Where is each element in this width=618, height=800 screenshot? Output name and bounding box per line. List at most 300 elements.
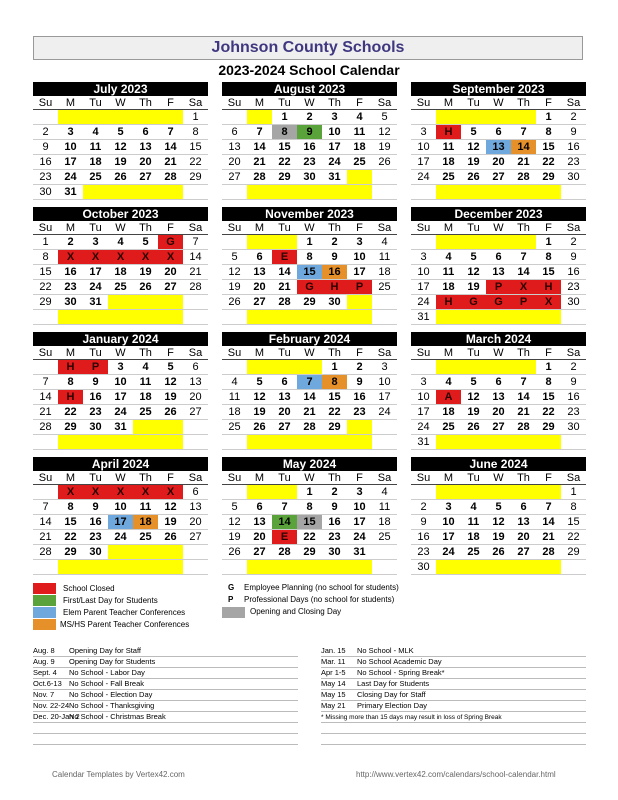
event-text: * Missing more than 15 days may result in loss of Spring Break [321,714,502,721]
weekday-header: W [486,471,511,485]
empty-cell [158,560,183,575]
event-row [33,723,298,734]
weekday-header: Su [222,96,247,110]
event-date: Aug. 8 [33,646,55,655]
day-cell: 13 [486,390,511,405]
empty-cell [272,185,297,200]
day-cell: 12 [486,515,511,530]
swatch-orange [33,619,56,630]
empty-cell [461,435,486,450]
day-cell: 26 [461,420,486,435]
empty-cell [486,110,511,125]
day-cell: 26 [247,420,272,435]
empty-cell [486,435,511,450]
event-row [33,734,298,745]
empty-cell [436,485,461,500]
day-cell: 13 [486,265,511,280]
day-cell: 21 [33,530,58,545]
weekday-header: M [436,96,461,110]
day-cell: 20 [183,390,208,405]
day-cell: 1 [322,360,347,375]
day-cell: 4 [347,110,372,125]
day-cell: 30 [83,420,108,435]
day-cell: 7 [33,500,58,515]
day-cell: 8 [33,250,58,265]
event-text: Primary Election Day [357,701,428,710]
day-cell: 19 [222,530,247,545]
day-cell: 14 [511,390,536,405]
weekday-header: Th [322,96,347,110]
day-cell: 30 [561,170,586,185]
day-cell: 17 [347,265,372,280]
day-cell: 26 [222,295,247,310]
day-cell: 16 [411,530,436,545]
day-cell: 3 [347,235,372,250]
event-text: No School Academic Day [357,657,442,666]
day-cell: 13 [247,265,272,280]
day-cell: 3 [411,375,436,390]
footer-right: http://www.vertex42.com/calendars/school-calendar.html [356,770,556,779]
empty-cell [247,235,272,250]
day-cell: 13 [133,140,158,155]
day-cell: 6 [183,485,208,500]
day-cell: 15 [297,265,322,280]
day-cell: 8 [536,125,561,140]
day-cell: 19 [486,530,511,545]
day-cell: 14 [33,515,58,530]
day-cell: 15 [33,265,58,280]
empty-cell [411,235,436,250]
weekday-header: M [247,346,272,360]
day-cell: P [486,280,511,295]
event-row [321,668,586,679]
weekday-header: Tu [461,471,486,485]
empty-cell [536,185,561,200]
day-cell: 17 [436,530,461,545]
day-cell: 17 [411,405,436,420]
empty-cell [511,485,536,500]
day-cell: 25 [372,280,397,295]
month-october-2023 [33,207,208,325]
empty-cell [561,185,586,200]
swatch-gray [222,607,245,618]
day-cell: 21 [511,405,536,420]
day-cell: 14 [272,515,297,530]
day-cell: 30 [297,170,322,185]
weekday-header: F [158,96,183,110]
day-cell: X [158,250,183,265]
empty-cell [411,185,436,200]
weekday-header: Su [411,471,436,485]
day-cell: 11 [436,140,461,155]
day-cell: 3 [436,500,461,515]
month-title: June 2024 [411,457,586,471]
empty-cell [33,485,58,500]
day-cell: 28 [247,170,272,185]
weekday-header: Sa [183,346,208,360]
day-cell: 24 [411,295,436,310]
day-cell: 18 [83,155,108,170]
empty-cell [372,310,397,325]
event-row [33,679,298,690]
day-cell: 22 [322,405,347,420]
day-cell: 22 [561,530,586,545]
day-cell: 18 [461,530,486,545]
day-cell: 17 [411,280,436,295]
empty-cell [411,110,436,125]
empty-cell [133,185,158,200]
day-cell: 23 [561,405,586,420]
day-cell: 3 [322,110,347,125]
day-cell: 5 [461,375,486,390]
empty-cell [247,485,272,500]
empty-cell [461,310,486,325]
day-cell: 6 [183,360,208,375]
empty-cell [436,235,461,250]
event-row [33,701,298,712]
day-cell: 29 [33,295,58,310]
day-cell: H [322,280,347,295]
empty-cell [347,170,372,185]
day-cell: 23 [322,530,347,545]
empty-cell [158,295,183,310]
empty-cell [133,295,158,310]
day-cell: 19 [461,280,486,295]
weekday-header: W [486,96,511,110]
day-cell: 9 [322,250,347,265]
day-cell: P [83,360,108,375]
weekday-header: Su [411,221,436,235]
day-cell: 17 [372,390,397,405]
day-cell: 1 [561,485,586,500]
empty-cell [561,310,586,325]
day-cell: 9 [322,500,347,515]
weekday-header: Su [222,471,247,485]
day-cell: 8 [272,125,297,140]
day-cell: 12 [372,125,397,140]
day-cell: 16 [58,265,83,280]
empty-cell [411,485,436,500]
day-cell: 25 [372,530,397,545]
weekday-header: Tu [461,346,486,360]
empty-cell [108,185,133,200]
day-cell: 20 [247,530,272,545]
day-cell: 17 [83,265,108,280]
day-cell: 16 [297,140,322,155]
empty-cell [436,310,461,325]
empty-cell [222,560,247,575]
day-cell: 22 [58,405,83,420]
event-row [33,668,298,679]
day-cell: 30 [33,185,58,200]
weekday-header: F [347,471,372,485]
empty-cell [297,435,322,450]
day-cell: 9 [561,125,586,140]
empty-cell [83,185,108,200]
weekday-header: Th [511,221,536,235]
month-title: January 2024 [33,332,208,346]
code-key: G [228,583,235,592]
day-cell: 27 [511,545,536,560]
event-date: Oct.6-13 [33,679,62,688]
empty-cell [33,560,58,575]
day-cell: 6 [486,375,511,390]
day-cell: 30 [561,420,586,435]
day-cell: 20 [486,155,511,170]
day-cell: 5 [158,360,183,375]
day-cell: 15 [272,140,297,155]
day-cell: 5 [133,235,158,250]
month-november-2023 [222,207,397,325]
day-cell: G [486,295,511,310]
day-cell: 27 [486,170,511,185]
day-cell: 7 [297,375,322,390]
weekday-header: Su [33,471,58,485]
month-title: December 2023 [411,207,586,221]
empty-cell [247,560,272,575]
empty-cell [272,360,297,375]
day-cell: H [436,125,461,140]
month-september-2023 [411,82,586,200]
empty-cell [58,310,83,325]
day-cell: 23 [411,545,436,560]
day-cell: 23 [58,280,83,295]
day-cell: E [272,250,297,265]
empty-cell [158,545,183,560]
day-cell: X [511,280,536,295]
empty-cell [461,110,486,125]
day-cell: 17 [411,155,436,170]
empty-cell [183,420,208,435]
empty-cell [347,560,372,575]
day-cell: 25 [133,405,158,420]
weekday-header: Tu [461,96,486,110]
event-date: May 14 [321,679,346,688]
event-text: No School - Thanksgiving [69,701,155,710]
empty-cell [372,435,397,450]
weekday-header: Sa [561,96,586,110]
day-cell: X [83,250,108,265]
day-cell: 5 [222,500,247,515]
day-cell: 14 [536,515,561,530]
day-cell: 27 [183,405,208,420]
empty-cell [222,360,247,375]
weekday-header: W [108,471,133,485]
weekday-header: Th [133,471,158,485]
day-cell: 23 [347,405,372,420]
legend-label: MS/HS Parent Teacher Conferences [60,620,190,629]
day-cell: 4 [372,485,397,500]
day-cell: 18 [133,515,158,530]
day-cell: 19 [461,155,486,170]
day-cell: 6 [247,500,272,515]
event-text: No School - Labor Day [69,668,145,677]
event-row [33,712,298,723]
weekday-header: F [536,471,561,485]
day-cell: 25 [461,545,486,560]
month-title: September 2023 [411,82,586,96]
day-cell: 27 [158,280,183,295]
day-cell: 11 [347,125,372,140]
event-text: Last Day for Students [357,679,430,688]
legend-label: First/Last Day for Students [63,596,158,605]
day-cell: 5 [461,250,486,265]
event-date: Apr 1-5 [321,668,346,677]
weekday-header: F [347,346,372,360]
empty-cell [58,560,83,575]
day-cell: 10 [347,500,372,515]
weekday-header: Su [33,96,58,110]
empty-cell [347,435,372,450]
events-left [33,646,298,745]
footer-left: Calendar Templates by Vertex42.com [52,770,185,779]
day-cell: 28 [183,280,208,295]
weekday-header: Tu [461,221,486,235]
weekday-header: Sa [561,471,586,485]
day-cell: 23 [33,170,58,185]
month-title: August 2023 [222,82,397,96]
day-cell: 9 [297,125,322,140]
day-cell: 3 [58,125,83,140]
day-cell: 31 [322,170,347,185]
empty-cell [297,560,322,575]
legend-label: School Closed [63,584,115,593]
empty-cell [133,435,158,450]
day-cell: 28 [33,420,58,435]
day-cell: 7 [183,235,208,250]
weekday-header: F [536,96,561,110]
day-cell: 4 [436,375,461,390]
weekday-header: Th [322,471,347,485]
empty-cell [222,310,247,325]
day-cell: 13 [247,515,272,530]
day-cell: 18 [372,515,397,530]
month-days [411,346,586,450]
empty-cell [247,310,272,325]
day-cell: 18 [372,265,397,280]
empty-cell [108,545,133,560]
month-title: October 2023 [33,207,208,221]
day-cell: 19 [158,515,183,530]
day-cell: 28 [511,170,536,185]
empty-cell [297,310,322,325]
day-cell: 7 [272,500,297,515]
weekday-header: Su [222,221,247,235]
weekday-header: Th [511,471,536,485]
day-cell: 29 [297,295,322,310]
empty-cell [347,185,372,200]
day-cell: 3 [411,250,436,265]
day-cell: 30 [83,545,108,560]
day-cell: 25 [436,420,461,435]
day-cell: 1 [536,235,561,250]
day-cell: 2 [411,500,436,515]
day-cell: 15 [322,390,347,405]
month-days [222,346,397,450]
day-cell: 2 [561,360,586,375]
empty-cell [58,110,83,125]
day-cell: 25 [83,170,108,185]
day-cell: 6 [511,500,536,515]
day-cell: 5 [372,110,397,125]
swatch-blue [33,607,56,618]
month-title: November 2023 [222,207,397,221]
event-row [33,646,298,657]
empty-cell [222,110,247,125]
day-cell: 28 [158,170,183,185]
empty-cell [322,435,347,450]
event-date: Nov. 7 [33,690,55,699]
weekday-header: Sa [372,346,397,360]
weekday-header: W [297,96,322,110]
empty-cell [58,435,83,450]
day-cell: 29 [272,170,297,185]
empty-cell [222,185,247,200]
empty-cell [33,310,58,325]
day-cell: 22 [58,530,83,545]
day-cell: 6 [272,375,297,390]
empty-cell [511,560,536,575]
day-cell: 8 [536,375,561,390]
weekday-header: M [58,221,83,235]
day-cell: 12 [461,265,486,280]
weekday-header: Sa [372,221,397,235]
weekday-header: F [536,346,561,360]
weekday-header: W [108,346,133,360]
day-cell: 9 [83,500,108,515]
day-cell: 23 [561,280,586,295]
day-cell: 28 [297,420,322,435]
swatch-red [33,583,56,594]
day-cell: 8 [561,500,586,515]
day-cell: 15 [183,140,208,155]
empty-cell [536,560,561,575]
month-title: April 2024 [33,457,208,471]
day-cell: 30 [322,295,347,310]
empty-cell [322,185,347,200]
empty-cell [486,485,511,500]
weekday-header: Sa [183,221,208,235]
day-cell: 1 [183,110,208,125]
day-cell: 20 [272,405,297,420]
day-cell: 5 [108,125,133,140]
day-cell: X [108,485,133,500]
day-cell: 27 [247,545,272,560]
empty-cell [272,310,297,325]
day-cell: 28 [33,545,58,560]
month-days [33,346,208,450]
day-cell: 6 [486,250,511,265]
day-cell: 22 [297,530,322,545]
day-cell: G [461,295,486,310]
day-cell: 13 [272,390,297,405]
day-cell: 8 [58,500,83,515]
empty-cell [247,435,272,450]
day-cell: 2 [561,110,586,125]
day-cell: 16 [561,265,586,280]
day-cell: 21 [183,265,208,280]
day-cell: 8 [183,125,208,140]
month-august-2023 [222,82,397,200]
page-subtitle: 2023-2024 School Calendar [218,62,400,78]
day-cell: 14 [247,140,272,155]
empty-cell [247,360,272,375]
empty-cell [272,485,297,500]
day-cell: 12 [158,375,183,390]
day-cell: 18 [436,280,461,295]
day-cell: 17 [347,515,372,530]
day-cell: 23 [83,405,108,420]
